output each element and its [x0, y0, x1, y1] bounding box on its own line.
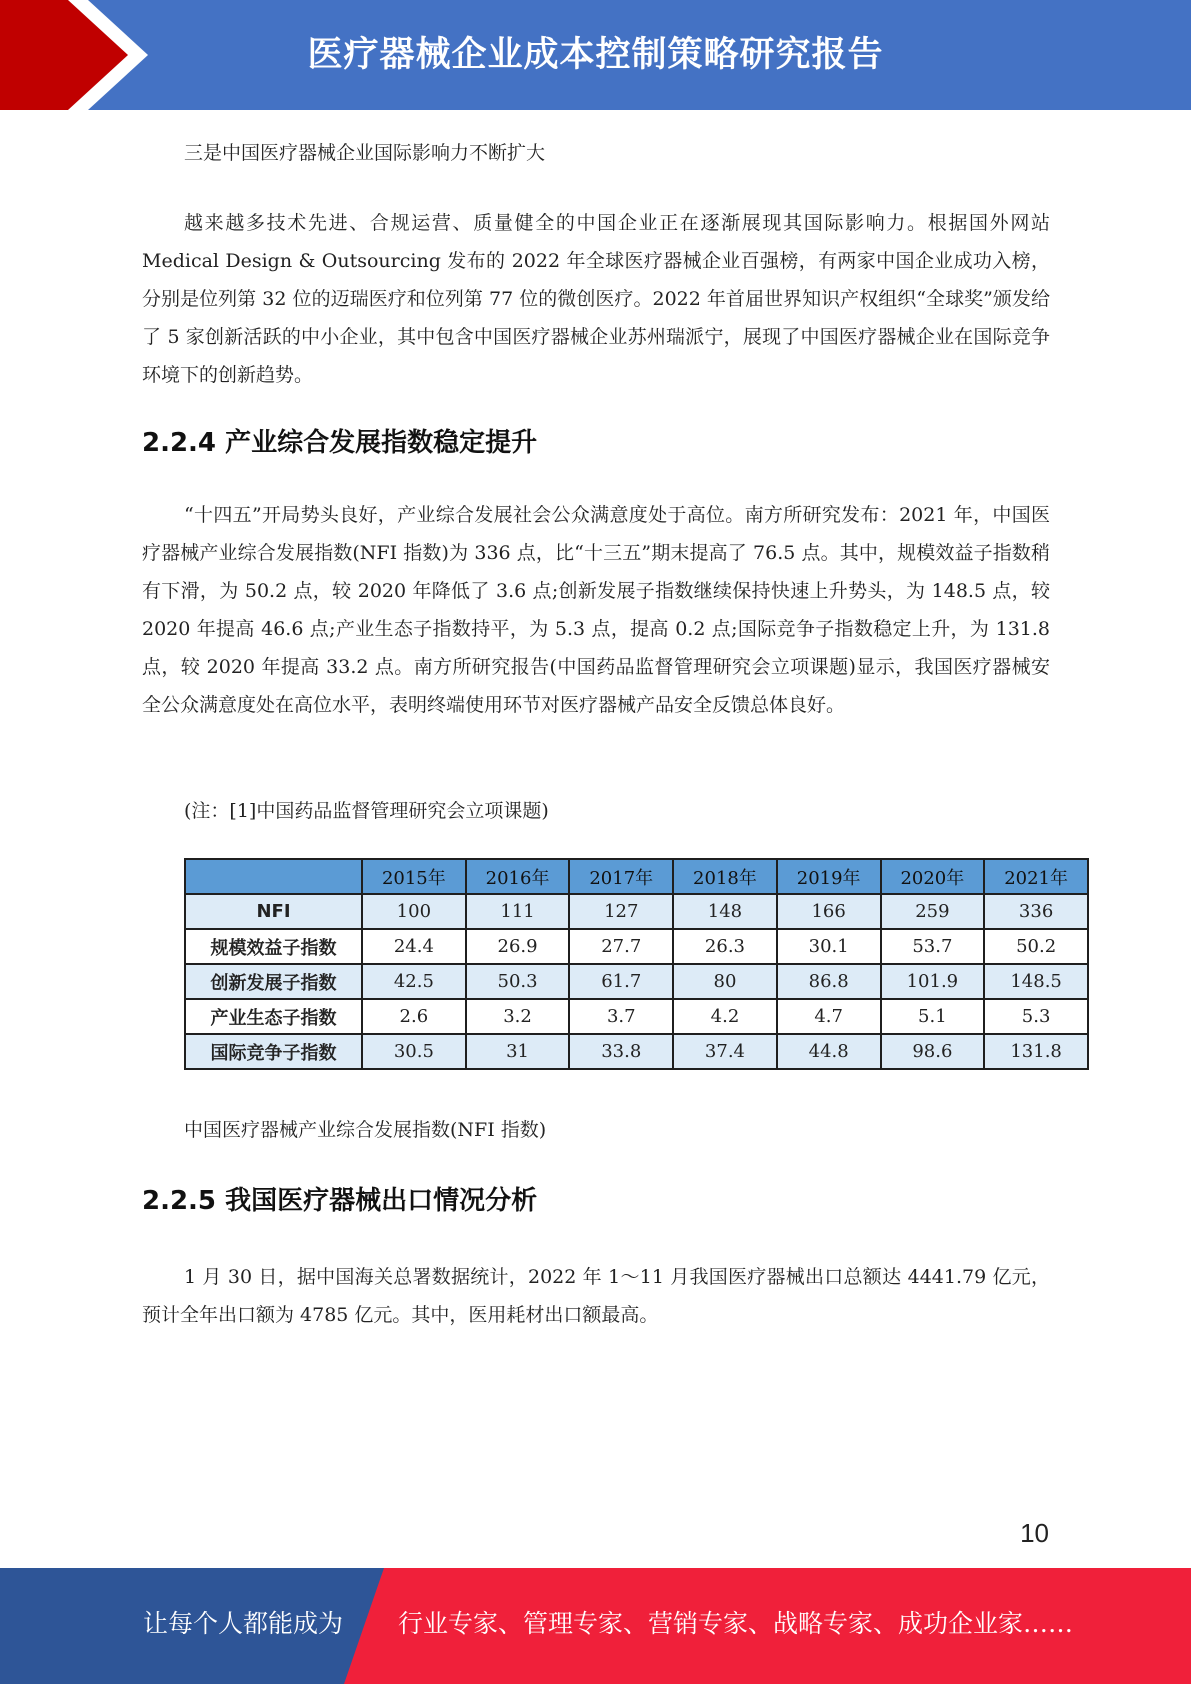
- table-cell: 26.9: [466, 929, 570, 964]
- table-row-label: 产业生态子指数: [185, 999, 362, 1034]
- table-row: [185, 929, 1088, 964]
- table-cell: 44.8: [777, 1034, 881, 1069]
- table-row-label: 规模效益子指数: [185, 929, 362, 964]
- table-cell: 3.2: [466, 999, 570, 1034]
- table-cell: 86.8: [777, 964, 881, 999]
- table-cell: 31: [466, 1034, 570, 1069]
- table-row-label: NFI: [185, 894, 362, 929]
- table-cell: 111: [466, 894, 570, 929]
- table-cell: 37.4: [673, 1034, 777, 1069]
- table-cell: 98.6: [881, 1034, 985, 1069]
- table-cell: 5.1: [881, 999, 985, 1034]
- table-header-row: [185, 859, 1088, 894]
- table-cell: 30.1: [777, 929, 881, 964]
- paragraph-international-influence: 越来越多技术先进、合规运营、质量健全的中国企业正在逐渐展现其国际影响力。根据国外网站 Medical Design & Outsourcing 发布的 2022 年全球医疗器械企业百强榜，有两家中国企业成功入榜，分别是位列第 32 位的迈瑞医疗和位列第 77 位的微创医疗。2022 年首届世界知识产权组织“全球奖”颁发给了 5 家创新活跃的中小企业，其中包含中国医疗器械企业苏州瑞派宁，展现了中国医疗器械企业在国际竞争环境下的创新趋势。: [142, 212, 1050, 386]
- page-number: 10: [1020, 1518, 1049, 1548]
- table-cell: 61.7: [569, 964, 673, 999]
- table-note: (注：[1]中国药品监督管理研究会立项课题): [184, 800, 549, 822]
- table-header-cell: 2017年: [569, 859, 673, 894]
- table-cell: 100: [362, 894, 466, 929]
- table-cell: 50.2: [984, 929, 1088, 964]
- table-cell: 26.3: [673, 929, 777, 964]
- table-cell: 42.5: [362, 964, 466, 999]
- table-cell: 27.7: [569, 929, 673, 964]
- nfi-index-table: [184, 858, 1089, 1070]
- table-cell: 4.2: [673, 999, 777, 1034]
- header-title: 医疗器械企业成本控制策略研究报告: [307, 35, 884, 75]
- table-header-cell: 2018年: [673, 859, 777, 894]
- table-cell: 30.5: [362, 1034, 466, 1069]
- table-header-cell: 2019年: [777, 859, 881, 894]
- table-cell: 53.7: [881, 929, 985, 964]
- sub-heading-text: 三是中国医疗器械企业国际影响力不断扩大: [184, 142, 546, 164]
- table-header-cell: [185, 859, 362, 894]
- table-row-label: 国际竞争子指数: [185, 1034, 362, 1069]
- footer-slogan-left: 让每个人都能成为: [143, 1609, 344, 1638]
- table-header-cell: 2020年: [881, 859, 985, 894]
- table-cell: 33.8: [569, 1034, 673, 1069]
- table-header-cell: 2021年: [984, 859, 1088, 894]
- table-cell: 148.5: [984, 964, 1088, 999]
- table-cell: 24.4: [362, 929, 466, 964]
- table-header-cell: 2016年: [466, 859, 570, 894]
- table-cell: 131.8: [984, 1034, 1088, 1069]
- table-row-label: 创新发展子指数: [185, 964, 362, 999]
- table-cell: 50.3: [466, 964, 570, 999]
- table-row: [185, 1034, 1088, 1069]
- table-cell: 4.7: [777, 999, 881, 1034]
- table-header-cell: 2015年: [362, 859, 466, 894]
- section-heading-2-2-5: 2.2.5 我国医疗器械出口情况分析: [142, 1186, 538, 1216]
- page-header: [0, 0, 1191, 110]
- page-footer: [0, 1568, 1191, 1684]
- section-heading-2-2-4: 2.2.4 产业综合发展指数稳定提升: [142, 428, 538, 458]
- table-cell: 5.3: [984, 999, 1088, 1034]
- footer-slogan-right: 行业专家、管理专家、营销专家、战略专家、成功企业家……: [398, 1609, 1074, 1638]
- table-cell: 259: [881, 894, 985, 929]
- paragraph-nfi-index: “十四五”开局势头良好，产业综合发展社会公众满意度处于高位。南方所研究发布：2021 年，中国医疗器械产业综合发展指数(NFI 指数)为 336 点，比“十三五”期末提高了 76.5 点。其中，规模效益子指数稍有下滑，为 50.2 点，较 2020 年降低了 3.6 点;创新发展子指数继续保持快速上升势头，为 148.5 点，较 2020 年提高 46.6 点;产业生态子指数持平，为 5.3 点，提高 0.2 点;国际竞争子指数稳定上升，为 131.8 点，较 2020 年提高 33.2 点。南方所研究报告(中国药品监督管理研究会立项课题)显示，我国医疗器械安全公众满意度处在高位水平，表明终端使用环节对医疗器械产品安全反馈总体良好。: [142, 504, 1050, 716]
- table-cell: 101.9: [881, 964, 985, 999]
- table-row: [185, 999, 1088, 1034]
- table-row: [185, 964, 1088, 999]
- table-cell: 3.7: [569, 999, 673, 1034]
- table-cell: 2.6: [362, 999, 466, 1034]
- table-caption: 中国医疗器械产业综合发展指数(NFI 指数): [184, 1119, 547, 1141]
- table-cell: 336: [984, 894, 1088, 929]
- table-cell: 166: [777, 894, 881, 929]
- table-cell: 127: [569, 894, 673, 929]
- paragraph-export-analysis: 1 月 30 日，据中国海关总署数据统计，2022 年 1～11 月我国医疗器械出口总额达 4441.79 亿元，预计全年出口额为 4785 亿元。其中，医用耗材出口额最高。: [142, 1266, 1050, 1326]
- table-cell: 80: [673, 964, 777, 999]
- table-cell: 148: [673, 894, 777, 929]
- table-row: [185, 894, 1088, 929]
